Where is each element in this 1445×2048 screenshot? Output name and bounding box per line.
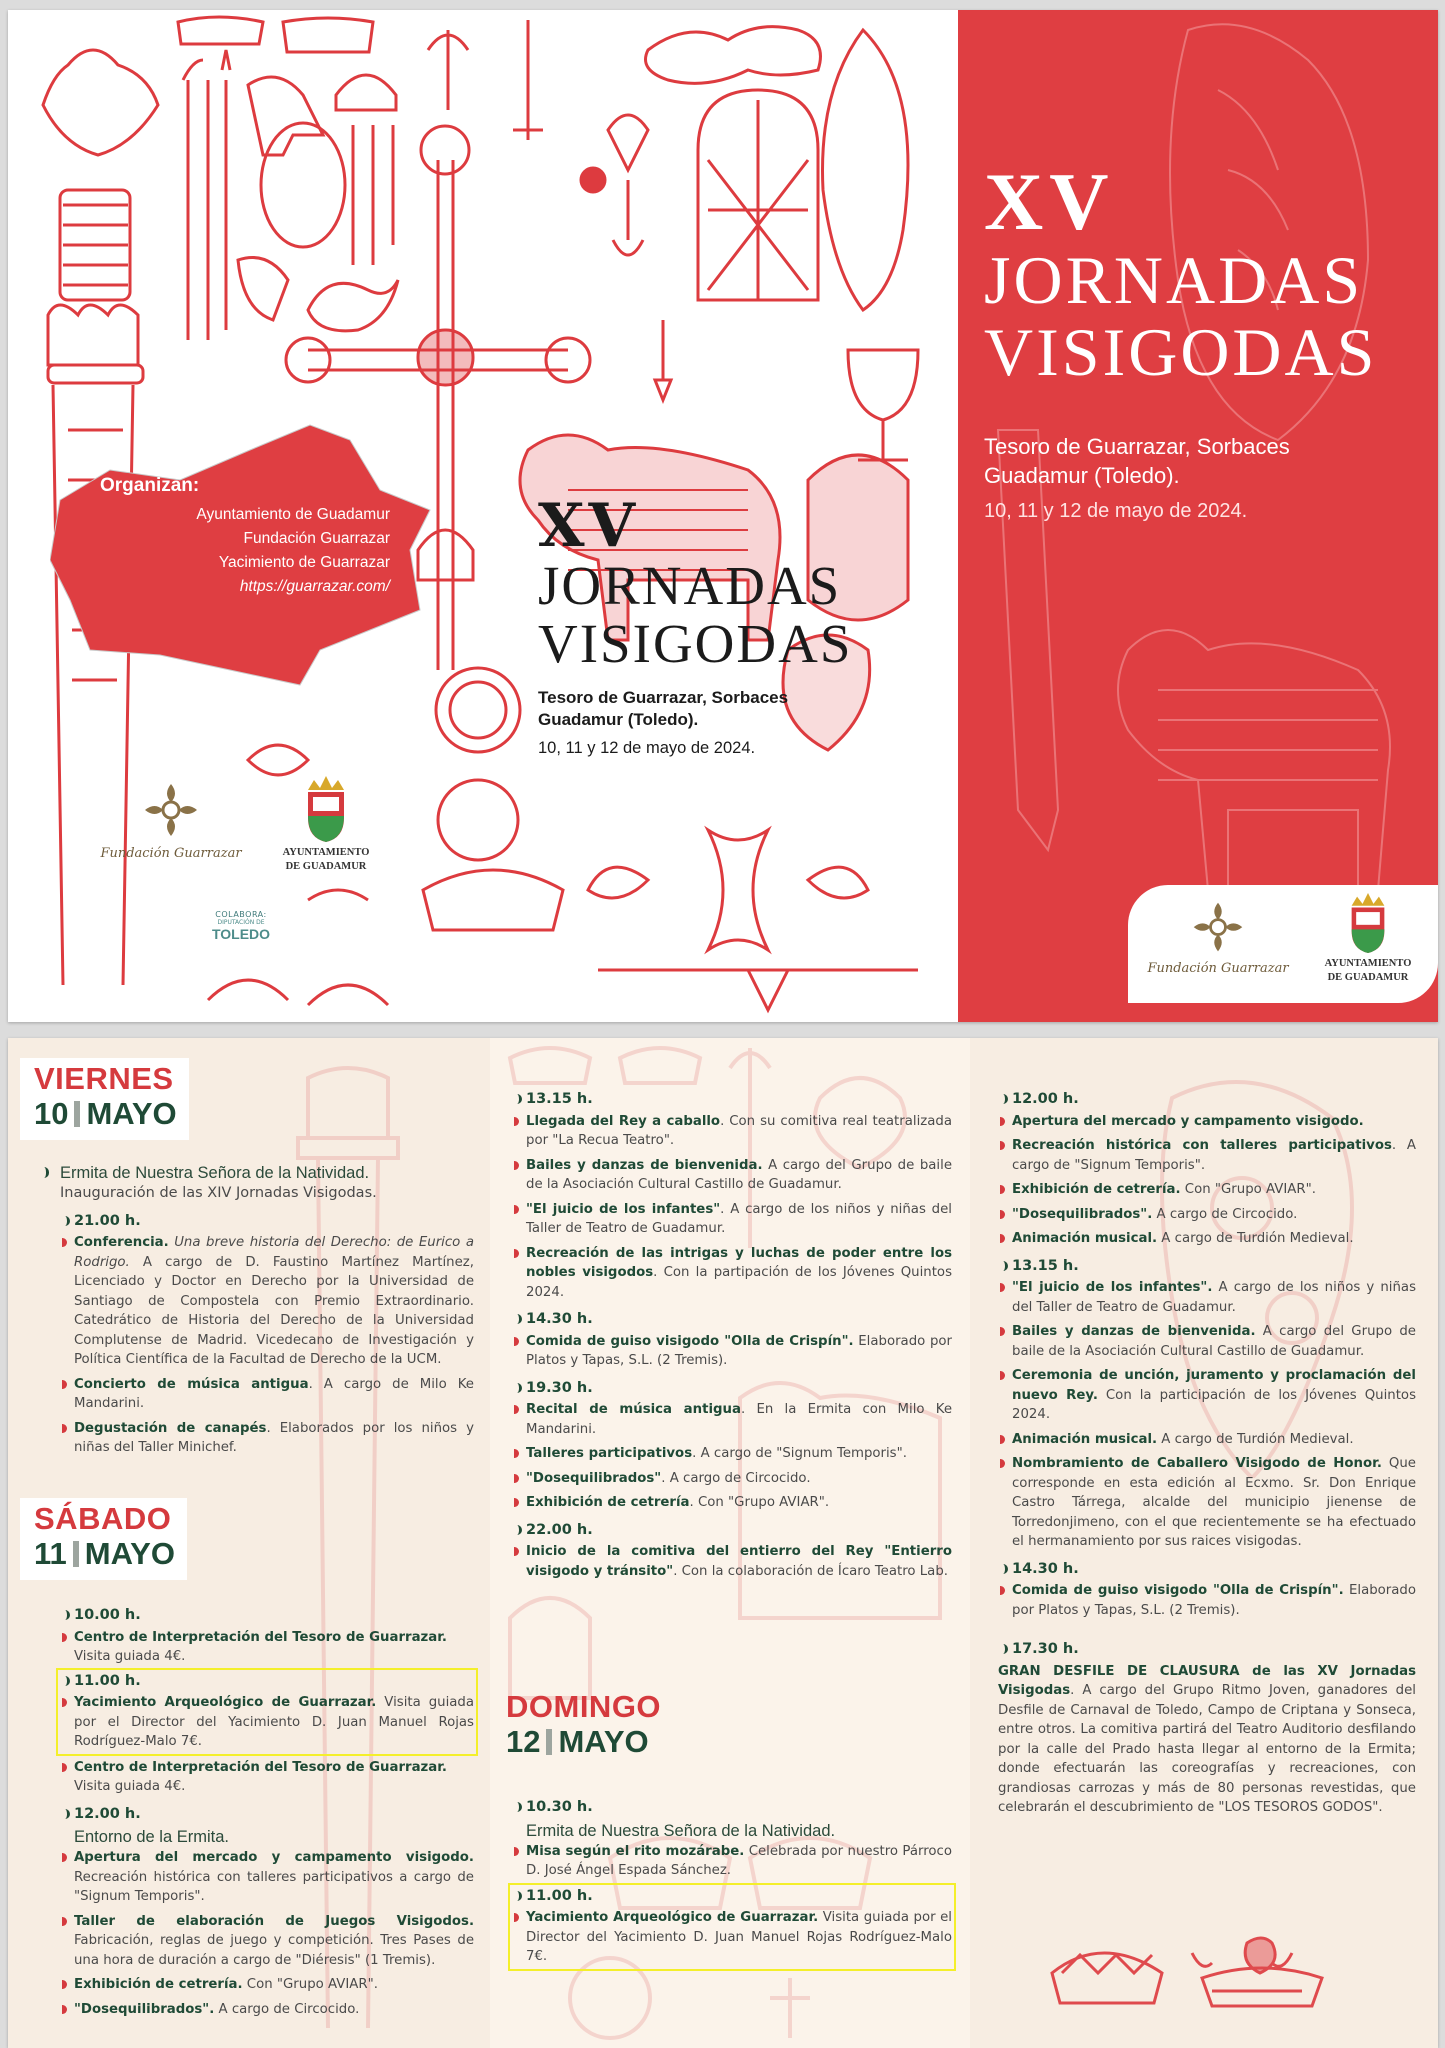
location-line-1: Tesoro de Guarrazar, Sorbaces bbox=[538, 688, 789, 707]
center-event-title bbox=[538, 491, 918, 758]
domingo-schedule-part1 bbox=[512, 1798, 952, 1972]
highlighted-yacimiento-visit bbox=[60, 1672, 474, 1752]
cover-fundacion-logo: Fundación Guarrazar bbox=[1138, 899, 1298, 976]
cover-location-line-1: Tesoro de Guarrazar, Sorbaces bbox=[984, 434, 1290, 459]
cover-location-line-2: Guadamur (Toledo). bbox=[984, 463, 1180, 488]
date-separator bbox=[546, 1729, 552, 1755]
event-ceremonia-uncion: Ceremonia de unción, juramento y proclamación del nuevo Rey. Con la participación de los Jóvenes Quintos 2024. bbox=[998, 1366, 1416, 1425]
event-conferencia: Conferencia. Una breve historia del Derecho: de Eurico a Rodrigo. A cargo de D. Faustino Martínez Martínez, Licenciado y Doctor en Derecho por la Universidad de Santiago de Compostela con Premio Extraordinario. Catedrático de Historia del Derecho de la Universidad Complutense de Madrid. Vicedecano de Investigación y Política Científica de la Facultad de Derecho de la UCM. bbox=[60, 1233, 474, 1370]
event-cetreria-domingo: Exhibición de cetrería. Con "Grupo AVIAR". bbox=[998, 1180, 1416, 1200]
event-recreacion-intrigas: Recreación de las intrigas y luchas de poder entre los nobles visigodos. Con la partipación de los Jóvenes Quintos 2024. bbox=[512, 1244, 952, 1303]
event-recreacion-historica: Recreación histórica con talleres participativos. A cargo de "Signum Temporis". bbox=[998, 1136, 1416, 1175]
fundacion-cross-emblem-icon bbox=[1190, 899, 1246, 957]
event-dosequilibrados-2: "Dosequilibrados". A cargo de Circocido. bbox=[512, 1469, 952, 1489]
program-panel-viernes-sabado bbox=[8, 1038, 488, 2048]
event-misa-mozarabe: Misa según el rito mozárabe. Celebrada por nuestro Párroco D. José Ángel Espada Sánchez. bbox=[512, 1842, 952, 1881]
cover-event-title bbox=[984, 156, 1424, 523]
cover-event-dates: 10, 11 y 12 de mayo de 2024. bbox=[984, 500, 1248, 522]
event-taller-juegos: Taller de elaboración de Juegos Visigodos. Fabricación, reglas de juego y competición. Tres Pases de una hora de duración a cargo de "Diéresis" (1 Tremis). bbox=[60, 1912, 474, 1971]
time-1930: 19.30 h. bbox=[512, 1379, 952, 1399]
cover-logo-box bbox=[1128, 885, 1438, 1003]
event-recital: Recital de música antigua. En la Ermita con Milo Ke Mandarini. bbox=[512, 1400, 952, 1439]
cover-title-line-2: VISIGODAS bbox=[984, 314, 1378, 390]
event-talleres: Talleres participativos. A cargo de "Signum Temporis". bbox=[512, 1444, 952, 1464]
time-1430: 14.30 h. bbox=[512, 1310, 952, 1330]
time-1200: 12.00 h. bbox=[60, 1805, 474, 1825]
organizers-map-badge bbox=[50, 420, 450, 690]
event-gran-desfile: GRAN DESFILE DE CLAUSURA de las XV Jornadas Visigodas. A cargo del Grupo Ritmo Joven, ganadores del Desfile de Carnaval de Toledo, Campo de Criptana y Sonseca, entre otros. La comitiva partirá del Teatro Auditorio desfilando por la calle del Prado hasta llegar al entorno de la Ermita; donde efectuarán las coreografías y recreaciones, con grandiosas carrozas y más de 80 personas revestidas, que celebrarán el descubrimiento de "LOS TESOROS GODOS". bbox=[998, 1663, 1416, 1815]
event-centro-interpretacion: Centro de Interpretación del Tesoro de Guarrazar. Visita guiada 4€. bbox=[60, 1628, 474, 1667]
location-line-2: Guadamur (Toledo). bbox=[538, 710, 699, 729]
time-1315: 13.15 h. bbox=[512, 1090, 952, 1110]
event-dosequilibrados-domingo: "Dosequilibrados". A cargo de Circocido. bbox=[998, 1205, 1416, 1225]
event-animacion-musical: Animación musical. A cargo de Turdión Medieval. bbox=[998, 1229, 1416, 1249]
fundacion-cross-emblem-icon bbox=[141, 780, 201, 842]
event-concierto: Concierto de música antigua. A cargo de Milo Ke Mandarini. bbox=[60, 1375, 474, 1414]
event-comida-domingo: Comida de guiso visigodo "Olla de Crispín". Elaborado por Platos y Tapas, S.L. (2 Tremis). bbox=[998, 1581, 1416, 1620]
time-1730: 17.30 h. bbox=[998, 1640, 1416, 1660]
event-centro-interpretacion-2: Centro de Interpretación del Tesoro de Guarrazar. Visita guiada 4€. bbox=[60, 1758, 474, 1797]
fundacion-guarrazar-logo: Fundación Guarrazar bbox=[96, 780, 246, 861]
organizers-title: Organizan: bbox=[100, 475, 200, 496]
venue-ermita: Ermita de Nuestra Señora de la Natividad. bbox=[44, 1162, 474, 1184]
event-animacion-musical-2: Animación musical. A cargo de Turdión Medieval. bbox=[998, 1430, 1416, 1450]
event-apertura-mercado-domingo: Apertura del mercado y campamento visigodo. bbox=[998, 1112, 1416, 1132]
event-degustacion: Degustación de canapés. Elaborados por los niños y niñas del Taller Minichef. bbox=[60, 1419, 474, 1458]
organizer-fundacion: Fundación Guarrazar bbox=[243, 530, 390, 547]
time-1000: 10.00 h. bbox=[60, 1606, 474, 1626]
ayuntamiento-guadamur-logo: AYUNTAMIENTO DE GUADAMUR bbox=[266, 776, 386, 874]
guadamur-coat-of-arms-icon bbox=[304, 776, 348, 842]
organizers-website-link[interactable]: https://guarrazar.com/ bbox=[239, 578, 390, 595]
cover-edition-number: XV bbox=[984, 156, 1115, 247]
viernes-schedule: Ermita de Nuestra Señora de la Natividad. Inauguración de las XIV Jornadas Visigodas. 21.00 h. Conferencia. Una breve historia del Derecho: de Eurico a Rodrigo. A cargo de D. Faustino Martínez Martínez, Licenciado y Doctor en Derecho por la Universidad de Santiago de Compostela con Premio Extraordinario. Catedrático de Historia del Derecho de la Universidad Complutense de Madrid. Vicedecano de Investigación y Política Científica de la Facultad de Derecho de la UCM. Concierto de música antigua. A cargo de Milo Ke Mandarini. Degustación de canapés. Elaborados por los niños y niñas del Taller Minichef. bbox=[44, 1162, 474, 1463]
event-nombramiento-caballero: Nombramiento de Caballero Visigodo de Honor. Que corresponde en esta edición al Ecxmo. Sr. Don Enrique Castro Tárrega, alcalde del municipio jienense de Torredonjimeno, con el que recientemente se ha efectuado el hermanamiento por sus raices visigodas. bbox=[998, 1454, 1416, 1552]
time-2200: 22.00 h. bbox=[512, 1521, 952, 1541]
crowns-decoration-icon bbox=[1042, 1933, 1332, 2013]
edition-number: XV bbox=[538, 491, 640, 561]
time-1430-domingo: 14.30 h. bbox=[998, 1560, 1416, 1580]
date-separator bbox=[74, 1101, 80, 1127]
time-1030: 10.30 h. bbox=[512, 1798, 952, 1818]
event-apertura-mercado: Apertura del mercado y campamento visigodo. Recreación histórica con talleres participativos a cargo de "Signum Temporis". bbox=[60, 1848, 474, 1907]
event-llegada-rey: Llegada del Rey a caballo. Con su comitiva real teatralizada por "La Recua Teatro". bbox=[512, 1112, 952, 1151]
venue-ermita-domingo: Ermita de Nuestra Señora de la Natividad. bbox=[526, 1821, 836, 1840]
cover-ayuntamiento-logo: AYUNTAMIENTO DE GUADAMUR bbox=[1308, 893, 1428, 985]
time-1200-domingo: 12.00 h. bbox=[998, 1090, 1416, 1110]
time-1100: 11.00 h. bbox=[60, 1672, 474, 1692]
day-header-viernes: VIERNES 10 MAYO bbox=[20, 1058, 189, 1140]
domingo-schedule-part2 bbox=[998, 1090, 1416, 1818]
event-bailes-danzas: Bailes y danzas de bienvenida. A cargo del Grupo de baile de la Asociación Cultural Castillo de Guadamur. bbox=[512, 1156, 952, 1195]
sabado-schedule-part2 bbox=[512, 1090, 952, 1586]
sabado-schedule-part1 bbox=[60, 1598, 474, 2024]
diputacion-toledo-logo: COLABORA: DIPUTACIÓN DE TOLEDO bbox=[181, 910, 301, 942]
event-comida-guiso: Comida de guiso visigodo "Olla de Crispín". Elaborado por Platos y Tapas, S.L. (2 Tremis). bbox=[512, 1332, 952, 1371]
event-dosequilibrados: "Dosequilibrados". A cargo de Circocido. bbox=[60, 2000, 474, 2020]
event-entierro-rey: Inicio de la comitiva del entierro del Rey "Entierro visigodo y tránsito". Con la colaboración de Ícaro Teatro Lab. bbox=[512, 1542, 952, 1581]
sponsor-logos bbox=[96, 780, 396, 970]
highlighted-yacimiento-visit-domingo bbox=[512, 1887, 952, 1967]
colabora-label: COLABORA: bbox=[215, 910, 267, 919]
time-1315-domingo: 13.15 h. bbox=[998, 1257, 1416, 1277]
organizer-yacimiento: Yacimiento de Guarrazar bbox=[218, 554, 390, 571]
program-sheet bbox=[8, 1038, 1438, 2048]
cover-title-line-1: JORNADAS bbox=[984, 242, 1364, 318]
event-cetreria: Exhibición de cetrería. Con "Grupo AVIAR". bbox=[60, 1975, 474, 1995]
venue-entorno-ermita: Entorno de la Ermita. bbox=[74, 1828, 229, 1846]
organizer-ayuntamiento: Ayuntamiento de Guadamur bbox=[196, 506, 390, 523]
time-2100: 21.00 h. bbox=[60, 1212, 474, 1232]
title-line-2: VISIGODAS bbox=[538, 613, 853, 674]
day-header-domingo: DOMINGO 12 MAYO bbox=[506, 1689, 662, 1759]
title-line-1: JORNADAS bbox=[538, 555, 842, 616]
event-juicio-infantes: "El juicio de los infantes". A cargo de los niños y niñas del Taller de Teatro de Guadamur. bbox=[512, 1200, 952, 1239]
guadamur-coat-of-arms-icon bbox=[1348, 893, 1388, 953]
front-cover-panel bbox=[958, 10, 1438, 1022]
program-panel-sabado-domingo bbox=[490, 1038, 970, 2048]
date-separator bbox=[73, 1541, 79, 1567]
event-juicio-infantes-domingo: "El juicio de los infantes". A cargo de los niños y niñas del Taller de Teatro de Guadamur. bbox=[998, 1278, 1416, 1317]
cover-sheet bbox=[8, 10, 1438, 1022]
day-header-sabado: SÁBADO 11 MAYO bbox=[20, 1498, 187, 1580]
event-yacimiento-visita-domingo: Yacimiento Arqueológico de Guarrazar. Visita guiada por el Director del Yacimiento D. Juan Manuel Rojas Rodríguez-Malo 7€. bbox=[512, 1908, 952, 1967]
event-cetreria-2: Exhibición de cetrería. Con "Grupo AVIAR". bbox=[512, 1493, 952, 1513]
program-panel-domingo bbox=[972, 1038, 1438, 2048]
time-1100-domingo: 11.00 h. bbox=[512, 1887, 952, 1907]
event-bailes-domingo: Bailes y danzas de bienvenida. A cargo del Grupo de baile de la Asociación Cultural Castillo de Guadamur. bbox=[998, 1322, 1416, 1361]
event-dates: 10, 11 y 12 de mayo de 2024. bbox=[538, 739, 756, 757]
event-yacimiento-visita: Yacimiento Arqueológico de Guarrazar. Visita guiada por el Director del Yacimiento D. Juan Manuel Rojas Rodríguez-Malo 7€. bbox=[60, 1693, 474, 1752]
